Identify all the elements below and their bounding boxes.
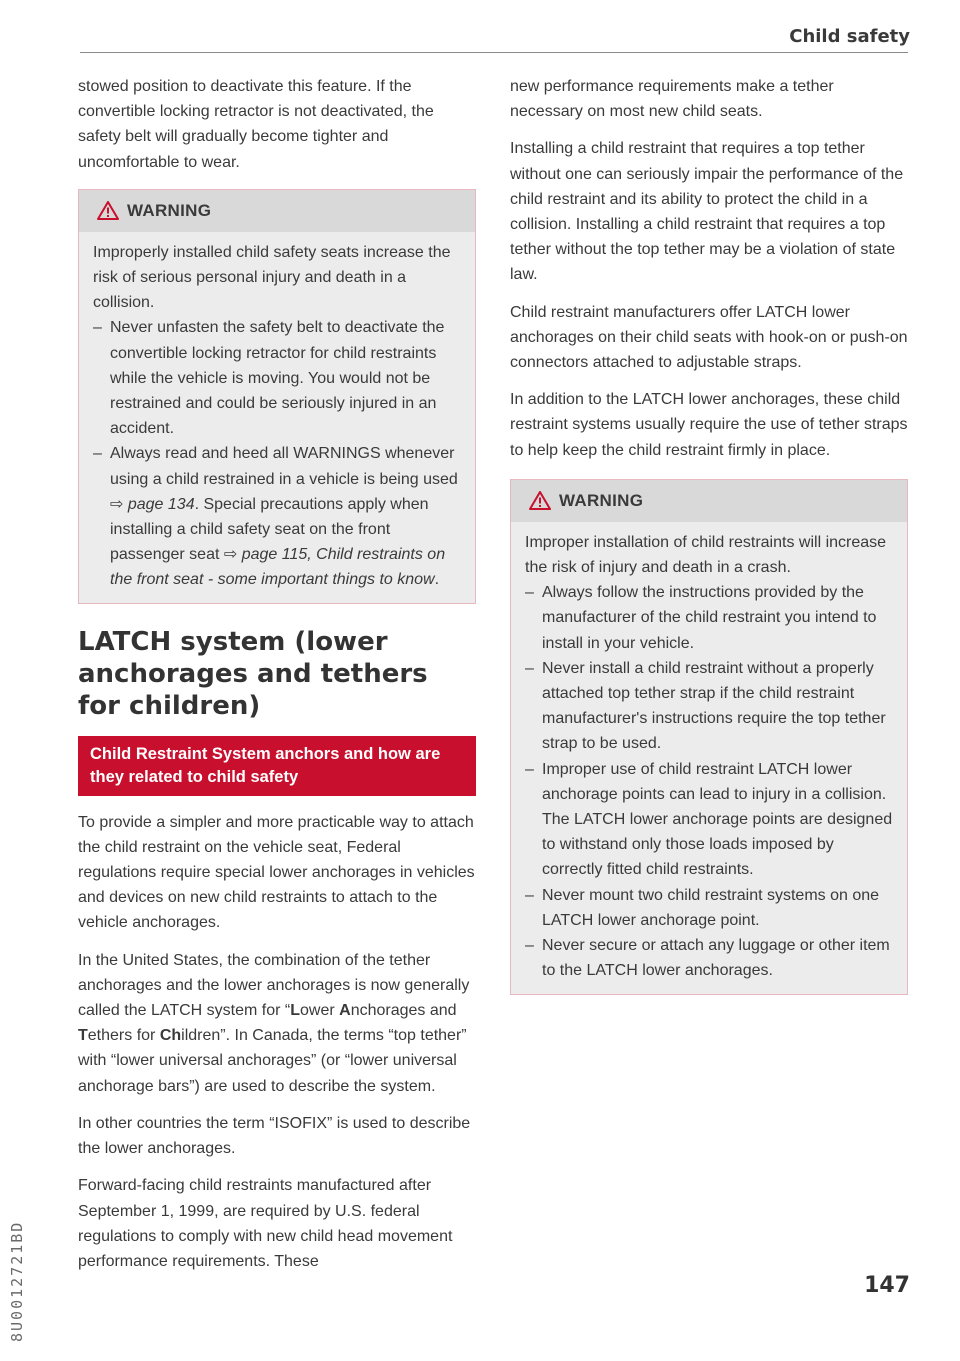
acronym-letter: T — [78, 1027, 88, 1045]
warning-label: WARNING — [559, 490, 644, 510]
body-paragraph: In addition to the LATCH lower anchorages, these child restraint systems usually require the use of tether straps to help keep the child restraint firmly in place. — [510, 391, 908, 459]
page-reference-link[interactable]: ⇨ page 115, Child restraints on the front seat - some important things to know — [110, 546, 446, 589]
header-rule — [80, 52, 908, 53]
warning-header — [79, 190, 475, 232]
warning-body — [79, 232, 475, 603]
text-run: ildren”. In Canada, the terms “top tether” with “lower universal anchorages” (or “lower universal anchorage bars”) are used to describe the system. — [78, 1027, 467, 1095]
text-run: In the United States, the combination of the tether anchorages and the lower anchorages is now generally called the LATCH system for “ — [78, 951, 470, 1020]
running-header-title: Child safety — [789, 26, 910, 47]
bullet-text: . — [434, 571, 440, 589]
left-column — [78, 74, 476, 1286]
body-paragraph: Installing a child restraint that requires a top tether without one can seriously impair the performance of the child restraint and its ability to protect the child in a collision. Installing a child restraint that requires a top tether without the top tether may be a violation of state law. — [510, 140, 904, 284]
warning-triangle-icon — [97, 201, 119, 220]
warning-list — [525, 580, 893, 983]
bullet-text: Always read and heed all WARNINGS whenever using a child restrained in a vehicle is being used — [110, 445, 458, 488]
warning-bullet: – Never secure or attach any luggage or other item to the LATCH lower anchorages. — [525, 933, 893, 983]
warning-bullet: – Never unfasten the safety belt to deactivate the convertible locking retractor for child restraints while the vehicle is moving. You would not be restrained and could be seriously injured in an accident. — [93, 315, 461, 441]
body-paragraph: Forward-facing child restraints manufactured after September 1, 1999, are required by U.S. federal regulations to comply with new child head movement performance requirements. These — [78, 1177, 453, 1270]
body-paragraph: Child restraint manufacturers offer LATCH lower anchorages on their child seats with hook-on or push-on connectors attached to adjustable straps. — [510, 303, 908, 372]
body-paragraph: new performance requirements make a tether necessary on most new child seats. — [510, 78, 834, 121]
warning-bullet: – Always follow the instructions provided by the manufacturer of the child restraint you intend to install in your vehicle. — [525, 580, 893, 656]
body-paragraph — [78, 948, 476, 1099]
acronym-letter: A — [339, 1002, 351, 1020]
subsection-banner: Child Restraint System anchors and how are they related to child safety — [78, 736, 476, 796]
text-run: nchorages and — [350, 1002, 457, 1020]
bullet-text: . Special precautions apply when installing a child safety seat on the front passenger seat — [110, 495, 429, 564]
warning-header — [511, 480, 907, 522]
warning-bullet: – Improper use of child restraint LATCH lower anchorage points can lead to injury in a collision. The LATCH lower anchorage points are designed to withstand only those loads imposed by correctly fitted child restraints. — [525, 757, 893, 883]
body-paragraph: To provide a simpler and more practicable way to attach the child restraint on the vehicle seat, Federal regulations require special lower anchorages in vehicles and devices on new child restraints to attach to the vehicle anchorages. — [78, 813, 475, 932]
warning-bullet — [93, 441, 461, 592]
warning-list — [93, 315, 461, 592]
acronym-letter: Ch — [159, 1027, 182, 1045]
page-reference-link[interactable]: ⇨ page 134 — [110, 495, 195, 513]
warning-box-right — [510, 479, 908, 995]
warning-bullet: – Never install a child restraint without a properly attached top tether strap if the child restraint manufacturer's instructions require the top tether strap to be used. — [525, 656, 893, 757]
acronym-letter: L — [290, 1002, 300, 1020]
document-code: 8U0012721BD — [8, 1220, 26, 1342]
warning-text: Improper installation of child restraints will increase the risk of injury and death in a crash. — [525, 533, 887, 577]
section-title: LATCH system (lower anchorages and tethers for children) — [78, 626, 428, 721]
warning-triangle-icon — [529, 491, 551, 510]
warning-box-left — [78, 189, 476, 604]
warning-text: Improperly installed child safety seats increase the risk of serious personal injury and death in a collision. — [93, 243, 451, 312]
text-run: ethers for — [87, 1027, 160, 1045]
page-number: 147 — [864, 1273, 910, 1298]
body-paragraph: In other countries the term “ISOFIX” is used to describe the lower anchorages. — [78, 1114, 471, 1158]
right-column — [510, 74, 908, 995]
text-run: ower — [300, 1002, 340, 1020]
warning-bullet: – Never mount two child restraint systems on one LATCH lower anchorage point. — [525, 883, 893, 933]
warning-body — [511, 522, 907, 994]
intro-paragraph: stowed position to deactivate this feature. If the convertible locking retractor is not deactivated, the safety belt will gradually become tighter and uncomfortable to wear. — [78, 78, 434, 171]
warning-label: WARNING — [127, 200, 212, 220]
